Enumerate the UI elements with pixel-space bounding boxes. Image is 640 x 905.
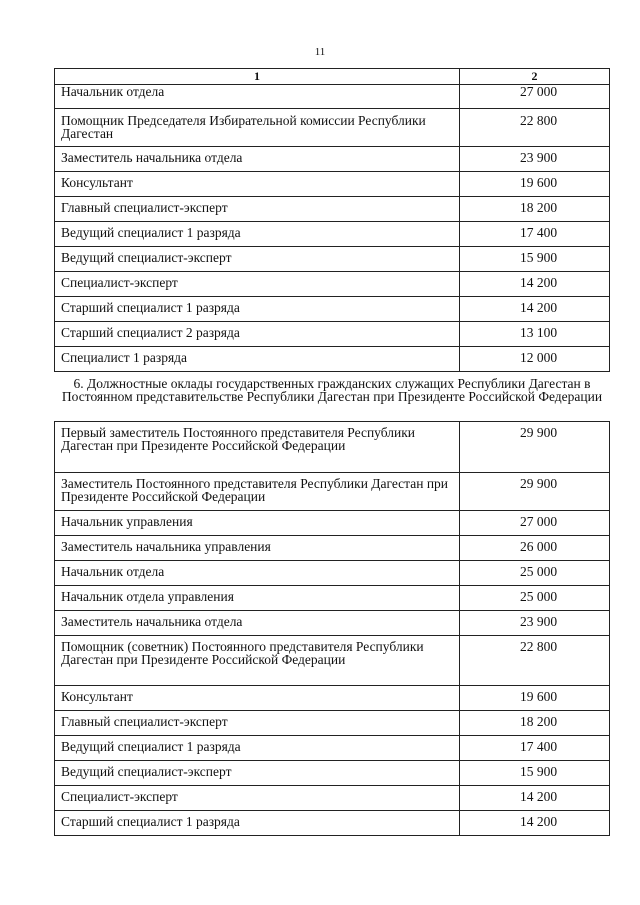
amount-cell: 22 800 xyxy=(460,109,610,147)
table-row xyxy=(55,786,610,811)
amount-cell: 23 900 xyxy=(460,147,610,172)
position-cell: Заместитель начальника отдела xyxy=(55,147,460,172)
position-cell: Заместитель Постоянного представителя Республики Дагестан при Президенте Российской Федерации xyxy=(55,473,460,511)
amount-cell: 29 900 xyxy=(460,422,610,473)
table-row xyxy=(55,511,610,536)
position-cell: Начальник отдела управления xyxy=(55,586,460,611)
position-cell: Консультант xyxy=(55,172,460,197)
position-cell: Начальник отдела xyxy=(55,561,460,586)
amount-cell: 14 200 xyxy=(460,786,610,811)
amount-cell: 26 000 xyxy=(460,536,610,561)
amount-cell: 15 900 xyxy=(460,761,610,786)
amount-cell: 29 900 xyxy=(460,473,610,511)
table-row xyxy=(55,422,610,473)
position-cell: Заместитель начальника управления xyxy=(55,536,460,561)
amount-cell: 25 000 xyxy=(460,561,610,586)
position-cell: Ведущий специалист 1 разряда xyxy=(55,222,460,247)
amount-cell: 18 200 xyxy=(460,711,610,736)
amount-cell: 17 400 xyxy=(460,222,610,247)
position-cell: Помощник (советник) Постоянного представителя Республики Дагестан при Президенте Российской Федерации xyxy=(55,636,460,686)
table-row xyxy=(55,109,610,147)
amount-cell: 27 000 xyxy=(460,85,610,109)
amount-cell: 18 200 xyxy=(460,197,610,222)
section-title: 6. Должностные оклады государственных гражданских служащих Республики Дагестан в Постоянном представительстве Республики Дагестан при Президенте Российской Федерации xyxy=(55,372,610,422)
position-cell: Начальник отдела xyxy=(55,85,460,109)
table-row xyxy=(55,761,610,786)
table-row xyxy=(55,611,610,636)
position-cell: Консультант xyxy=(55,686,460,711)
table-row xyxy=(55,85,610,109)
amount-cell: 19 600 xyxy=(460,172,610,197)
position-cell: Главный специалист-эксперт xyxy=(55,711,460,736)
column-header-2: 2 xyxy=(460,69,610,85)
column-header-1: 1 xyxy=(55,69,460,85)
table-row xyxy=(55,322,610,347)
amount-cell: 19 600 xyxy=(460,686,610,711)
amount-cell: 12 000 xyxy=(460,347,610,372)
table-row xyxy=(55,297,610,322)
section-heading-row xyxy=(55,372,610,422)
amount-cell: 27 000 xyxy=(460,511,610,536)
page-number: 11 xyxy=(314,46,326,58)
amount-cell: 15 900 xyxy=(460,247,610,272)
table-row xyxy=(55,172,610,197)
position-cell: Ведущий специалист-эксперт xyxy=(55,247,460,272)
table-row xyxy=(55,222,610,247)
position-cell: Старший специалист 1 разряда xyxy=(55,811,460,836)
table-row xyxy=(55,736,610,761)
table-row xyxy=(55,686,610,711)
position-cell: Начальник управления xyxy=(55,511,460,536)
position-cell: Старший специалист 1 разряда xyxy=(55,297,460,322)
amount-cell: 14 200 xyxy=(460,811,610,836)
table-row xyxy=(55,561,610,586)
position-cell: Специалист 1 разряда xyxy=(55,347,460,372)
amount-cell: 14 200 xyxy=(460,297,610,322)
table-row xyxy=(55,247,610,272)
amount-cell: 13 100 xyxy=(460,322,610,347)
position-cell: Заместитель начальника отдела xyxy=(55,611,460,636)
position-cell: Специалист-эксперт xyxy=(55,272,460,297)
position-cell: Помощник Председателя Избирательной комиссии Республики Дагестан xyxy=(55,109,460,147)
position-cell: Главный специалист-эксперт xyxy=(55,197,460,222)
table-row xyxy=(55,586,610,611)
table-row xyxy=(55,636,610,686)
table-row xyxy=(55,711,610,736)
table-row xyxy=(55,272,610,297)
amount-cell: 25 000 xyxy=(460,586,610,611)
position-cell: Первый заместитель Постоянного представителя Республики Дагестан при Президенте Российской Федерации xyxy=(55,422,460,473)
salary-table xyxy=(54,68,610,836)
table-row xyxy=(55,473,610,511)
position-cell: Старший специалист 2 разряда xyxy=(55,322,460,347)
table-row xyxy=(55,197,610,222)
header-row xyxy=(55,69,610,85)
position-cell: Ведущий специалист-эксперт xyxy=(55,761,460,786)
position-cell: Ведущий специалист 1 разряда xyxy=(55,736,460,761)
table-row xyxy=(55,347,610,372)
table-row xyxy=(55,811,610,836)
table-row xyxy=(55,147,610,172)
table-row xyxy=(55,536,610,561)
position-cell: Специалист-эксперт xyxy=(55,786,460,811)
amount-cell: 14 200 xyxy=(460,272,610,297)
amount-cell: 17 400 xyxy=(460,736,610,761)
amount-cell: 22 800 xyxy=(460,636,610,686)
amount-cell: 23 900 xyxy=(460,611,610,636)
